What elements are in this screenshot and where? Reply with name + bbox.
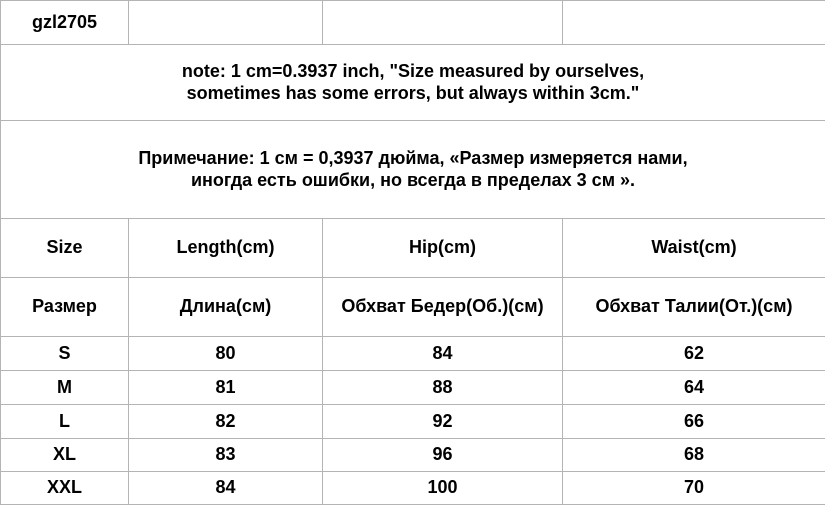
length-cell: 81 (129, 371, 323, 405)
note-russian-line-1: Примечание: 1 см = 0,3937 дюйма, «Размер измеряется нами, (1, 148, 825, 170)
table-row (1, 472, 825, 505)
header-length: Length(cm) (129, 219, 323, 278)
waist-cell: 68 (563, 439, 825, 472)
header-size: Size (1, 219, 129, 278)
table-row (1, 405, 825, 439)
code-row (1, 1, 825, 45)
length-cell: 83 (129, 439, 323, 472)
header-waist-ru: Обхват Талии(От.)(см) (563, 278, 825, 337)
note-english-line-2: sometimes has some errors, but always within 3cm." (1, 83, 825, 105)
hip-cell: 96 (323, 439, 563, 472)
header-hip: Hip(cm) (323, 219, 563, 278)
size-cell: M (1, 371, 129, 405)
header-hip-ru: Обхват Бедер(Об.)(см) (323, 278, 563, 337)
note-en-row (1, 45, 825, 121)
empty-cell (323, 1, 563, 45)
empty-cell (129, 1, 323, 45)
size-cell: L (1, 405, 129, 439)
hip-cell: 100 (323, 472, 563, 505)
waist-cell: 64 (563, 371, 825, 405)
size-cell: S (1, 337, 129, 371)
note-russian-line-2: иногда есть ошибки, но всегда в пределах 3 см ». (1, 170, 825, 192)
empty-cell (563, 1, 825, 45)
table-row (1, 439, 825, 472)
waist-cell: 70 (563, 472, 825, 505)
waist-cell: 66 (563, 405, 825, 439)
header-waist: Waist(cm) (563, 219, 825, 278)
note-english (1, 45, 825, 121)
size-cell: XXL (1, 472, 129, 505)
header-row-ru (1, 278, 825, 337)
header-row-en (1, 219, 825, 278)
note-english-line-1: note: 1 cm=0.3937 inch, "Size measured by ourselves, (1, 61, 825, 83)
size-cell: XL (1, 439, 129, 472)
table-row (1, 371, 825, 405)
length-cell: 84 (129, 472, 323, 505)
product-code: gzl2705 (1, 1, 129, 45)
note-russian (1, 121, 825, 219)
hip-cell: 84 (323, 337, 563, 371)
hip-cell: 88 (323, 371, 563, 405)
length-cell: 80 (129, 337, 323, 371)
length-cell: 82 (129, 405, 323, 439)
note-ru-row (1, 121, 825, 219)
table-row (1, 337, 825, 371)
hip-cell: 92 (323, 405, 563, 439)
header-size-ru: Размер (1, 278, 129, 337)
waist-cell: 62 (563, 337, 825, 371)
header-length-ru: Длина(см) (129, 278, 323, 337)
